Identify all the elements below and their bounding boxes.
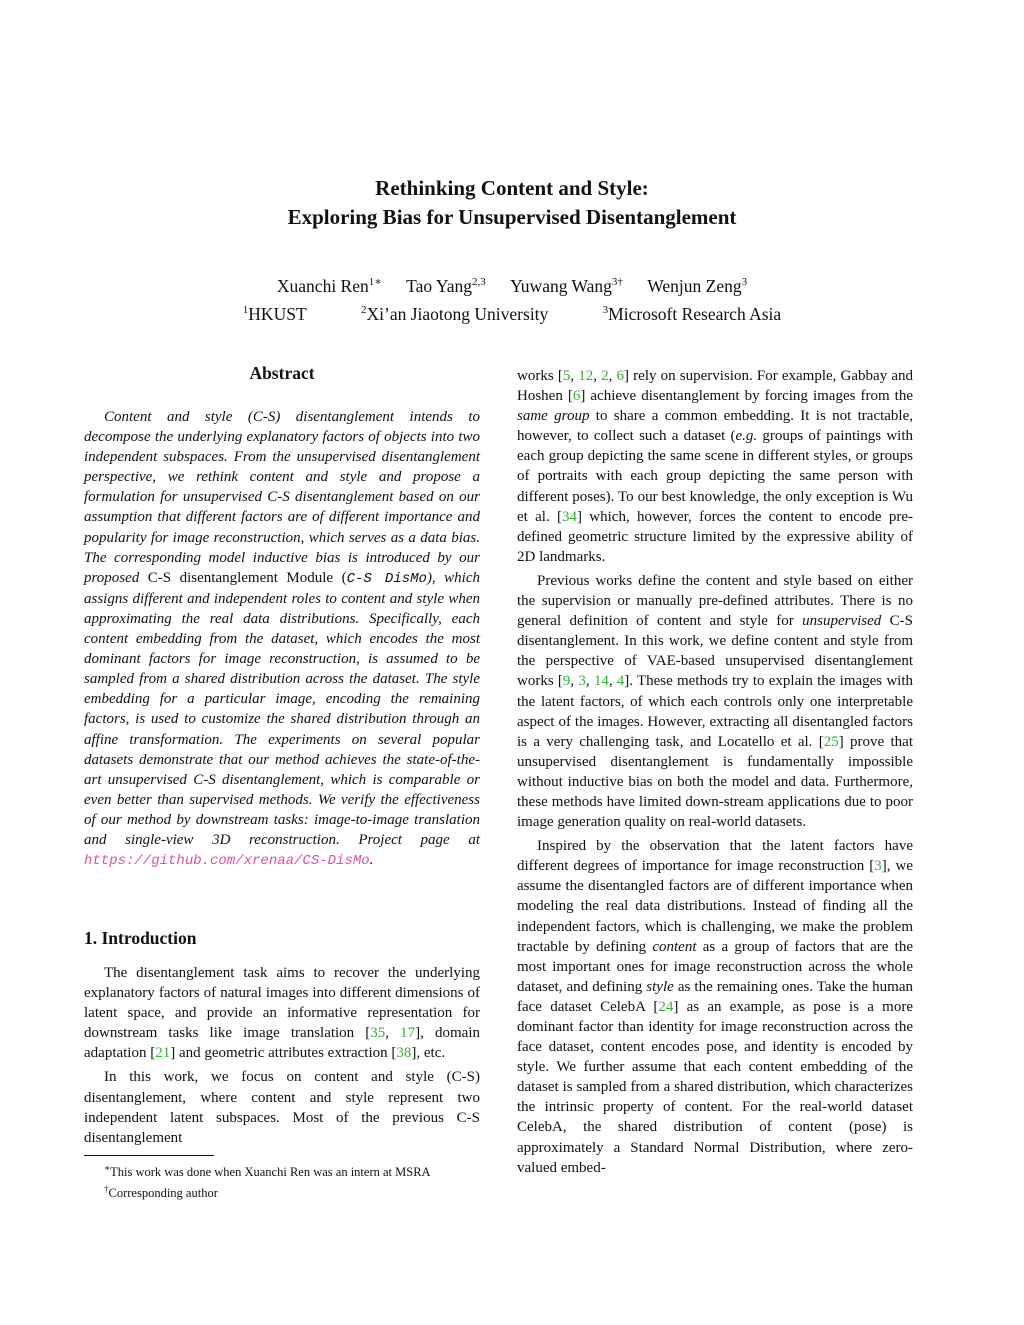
title-line-1: Rethinking Content and Style:: [375, 176, 649, 200]
intro-text: [84, 963, 480, 1152]
affiliation: $^2$Xi’an Jiaotong University: [361, 303, 549, 324]
footnote-divider: [84, 1155, 214, 1156]
citation[interactable]: 38: [396, 1045, 412, 1062]
citation[interactable]: 5: [562, 368, 571, 384]
citation[interactable]: 4: [616, 673, 625, 690]
citation[interactable]: 17: [400, 1025, 416, 1042]
citation[interactable]: 12: [578, 368, 594, 384]
author-block: [0, 270, 1024, 326]
citation[interactable]: 6: [572, 388, 581, 405]
body-paragraph: Inspired by the observation that the latent factors have different degrees of importance for image reconstruction [3], we assume the disentangled factors are of different importance when modeling the real data distributions. Instead of finding all the independent factors, which is challenging, we make the problem tractable by defining content as a group of factors that are the most important ones for image reconstruction across the whole dataset, and defining style as the remaining ones. Take the human face dataset CelebA [24] as an example, as pose is a more dominant factor than identity for image reconstruction across the face dataset, content encodes pose, and identity is encoded by style. We further assume that each content embedding of the dataset is sampled from a shared distribution, which characterizes the intrinsic property of content. For the real-world dataset CelebA, the shared distribution of content (pose) is approximately a Standard Normal Distribution, where zero-valued embed-: [517, 838, 913, 1176]
citation[interactable]: 3: [578, 673, 586, 690]
intro-heading: 1. Introduction: [84, 928, 197, 948]
abstract-text: Content and style (C-S) disentanglement intends to decompose the underlying explanatory factors of objects into two independent subspaces. From the unsupervised disentanglement perspective, we rethink content and style and propose a formulation for unsupervised C-S disentanglement based on our assumption that different factors are of different importance and popularity for image reconstruction, which serves as a data bias. The corresponding model inductive bias is introduced by our proposed C-S disentanglement Module (C-S DisMo), which assigns different and independent roles to content and style when approximating the real data distributions. Specifically, each content embedding from the dataset, which encodes the most dominant factors for image reconstruction, is assumed to be sampled from a shared distribution across the dataset. The style embedding for a particular image, encoding the remaining factors, is used to customize the shared distribution through an affine transformation. The experiments on several popular datasets demonstrate that our method achieves the state-of-the-art unsupervised C-S disentanglement, which is comparable or even better than supervised methods. We verify the effectiveness of our method by downstream tasks: image-to-image translation and single-view 3D reconstruction. Project page at https://github.com/xrenaa/CS-DisMo.: [84, 409, 481, 870]
author: Wenjun Zeng$^3$: [647, 275, 748, 296]
affiliation: $^3$Microsoft Research Asia: [602, 303, 782, 324]
footnote: †Corresponding author: [104, 1184, 218, 1201]
citation[interactable]: 9: [562, 673, 571, 690]
body-paragraph: works [5, 12, 2, 6] rely on supervision. For example, Gabbay and Hoshen [6] achieve disentanglement by forcing images from the same group to share a common embedding. It is not tractable, however, to collect such a dataset (e.g. groups of paintings with each group depicting the same scene in different styles, or groups of portraits with each group depicting the same person with different poses). To our best knowledge, the only exception is Wu et al. [34] which, however, forces the content to encode pre-defined geometric structure limited by the expressive ability of 2D landmarks.: [517, 368, 914, 565]
project-link[interactable]: https://github.com/xrenaa/CS-DisMo: [84, 853, 370, 870]
footnote: ∗This work was done when Xuanchi Ren was an intern at MSRA: [104, 1163, 431, 1180]
paper-title: [0, 174, 1024, 232]
abstract-heading: Abstract: [249, 363, 315, 383]
citation[interactable]: 6: [616, 368, 625, 384]
citation[interactable]: 14: [593, 673, 609, 690]
affiliation-list: [0, 298, 1024, 326]
citation[interactable]: 34: [562, 508, 577, 525]
citation[interactable]: 3: [874, 858, 882, 875]
title-line-2: Exploring Bias for Unsupervised Disentanglement: [287, 205, 737, 229]
citation[interactable]: 24: [658, 998, 674, 1015]
citation[interactable]: 35: [370, 1025, 386, 1042]
author: Yuwang Wang$^{3\dagger}$: [510, 275, 623, 296]
right-column: [517, 366, 913, 1182]
author: Tao Yang$^{2,3}$: [406, 275, 486, 296]
author: Xuanchi Ren$^{1∗}$: [276, 275, 382, 296]
author-list: [0, 270, 1024, 298]
affiliation: $^1$HKUST: [242, 303, 307, 324]
footnotes: [84, 1160, 431, 1202]
intro-paragraph: In this work, we focus on content and style (C-S) disentanglement, where content and style represent two independent latent subspaces. Most of the previous C-S disentanglement: [84, 1069, 480, 1146]
citation[interactable]: 25: [823, 733, 839, 750]
citation[interactable]: 2: [601, 368, 609, 384]
citation[interactable]: 21: [155, 1045, 171, 1062]
intro-paragraph: The disentanglement task aims to recover the underlying explanatory factors of natural images into different dimensions of latent space, and provide an informative representation for downstream tasks like image translation [35, 17], domain adaptation [21] and geometric attributes extraction [38], etc.: [84, 965, 480, 1062]
module-name: C-S DisMo: [346, 570, 427, 587]
body-paragraph: Previous works define the content and style based on either the supervision or manually pre-defined attributes. There is no general definition of content and style for unsupervised C-S disentanglement. In this work, we define content and style from the perspective of VAE-based unsupervised disentanglement works [9, 3, 14, 4]. These methods try to explain the images with the latent factors, of which each controls only one interpretable aspect of the images. However, extracting all disentangled factors is a very challenging task, and Locatello et al. [25] prove that unsupervised disentanglement is fundamentally impossible without inductive bias on both the model and data. Furthermore, these methods have limited down-stream applications due to poor image generation quality on real-world datasets.: [517, 572, 914, 831]
